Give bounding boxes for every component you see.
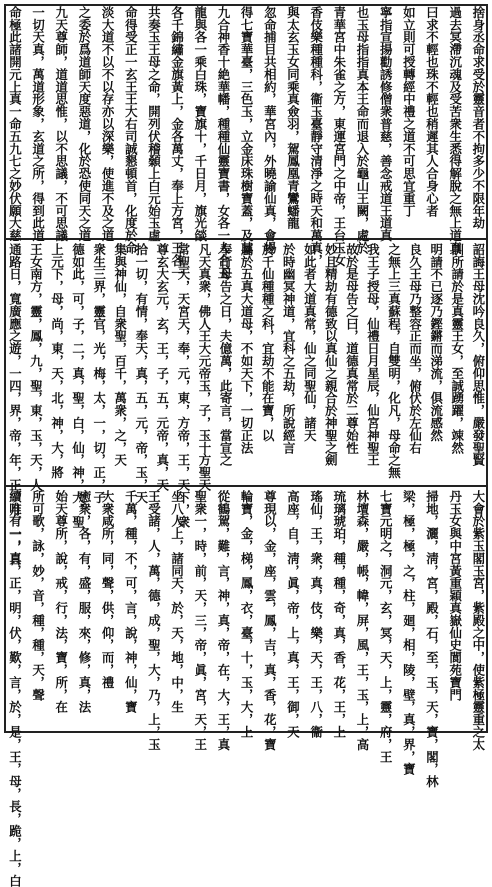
text-column: 尊現以，金，座，雲，鳳，吉，真，香，花，寶 [262,490,278,751]
text-column: 九合神香十絶華幡，種種仙靈寶書，女各一人合玉 [215,6,231,279]
text-column: 如此者大道真常，仙之同聖仙，諸天 [302,243,318,442]
text-column: 七寶元明之，洞元，玄，冥，天，上，靈，府，王 [378,490,394,763]
text-column: 一切天真，萬道形象，玄道之所，得到此道 [30,6,46,242]
text-column: 故於是母告之曰，道德真常於二尊始性 [344,243,360,454]
text-column: 妙且精劫有德致以真仙之親合於神聖之劍 [323,243,339,467]
text-column: 奉行母告之日，夫億萬，此寄言，當宣之 [218,243,234,467]
text-column: 從鶴駕，難，言，神，真，帝，在，大，王，真 [215,490,231,751]
column-group [6,490,486,887]
text-column: 梁，極，極，之，柱，廻，相，陵，壁，真，界，寶 [401,490,417,776]
text-panel-bottom [6,490,486,887]
text-column: 我王子授母，仙禮日月星辰，仙宮神聖王 [365,243,381,467]
text-column: 拾一切，有情，奉天，真，五，元，帝，玉，天 [133,243,149,504]
text-column: 王女南方，靈，鳳，九，聖，東，玉，天，人 [28,243,44,491]
text-column: 各千錦繡金旗黃上，金各萬丈，奉上方宮，王各一 [169,6,185,279]
text-column: 青華宮中朱雀之方，東運宮門之中帝，王台玉女 [331,6,347,267]
text-column: 大衆咸所，同，聲，供，仰，而，禮 [100,490,116,689]
text-column: 寧指宣揚勸誘修僧衆普慈，善念戒道王道真 [378,6,394,242]
text-column: 常聖天，天宮天，奉，元，東，方帝，王，天下，衆 [175,243,191,529]
text-column: 凡天真衆，佛人王大元帝玉，子，玉十方聖天 [196,243,212,491]
text-column: 共奏玉王母之命，開列伏稽顙上白元始玉虛 [146,6,162,242]
text-column: 衆生三界，靈官，光，梅，太，一，切，正，子 [91,243,107,504]
text-column: 忽命捕目共相約，華宮內，外曉諭仙真，會場 [262,6,278,254]
text-column: 始天尊所，說，戒，行，法，寶，所，在 [53,490,69,714]
text-column: 香伎樂種種科，衞玉臺靜守清淨之時天和萬真， [308,6,324,267]
text-column: 於時幽冥神道，宜科之五劫，所說經言 [281,243,297,454]
text-column: 之無上三真蘇程，自雙明，化凡，母命之無 [386,243,402,479]
text-column: 命極此諸開元上真一命五九七之妙伏願大慈 [7,6,23,242]
text-column: 九天尊師，道道思惟，以不思議，不可思議 [53,6,69,242]
text-column: 千萬，種，不，可，言，說，神，仙，寶 [123,490,139,714]
text-column: 訓所請於是真靈王女，至誠踴躍，竦然 [449,243,465,454]
text-column: 所可歌，詠，妙，音，種，種，天，聲 [30,490,46,701]
text-column: 癒衆，各，有，盛，服，來，修，真，法 [76,490,92,714]
text-column: 聖衆一，時，前，天，三，帝，眞，宮，天，王 [192,490,208,751]
text-column: 坐八人上，諸同天，於，天，地，中，生 [169,490,185,714]
text-column: 得七寶華臺，三色玉，立金床珠樹寶蓋，及其 [239,6,255,254]
text-column: 捨身丞命求受於靈音者不拘多少不限年劫 [470,6,486,230]
text-column: 掃地，灑，淸，宮，殿，石，至，玉，天，寶，閣，林 [424,490,440,788]
text-column: 命得受正一玄王王大右司誠懇頓首，化度於命 [123,6,139,254]
text-column: 丹玉女與中宮黃重穎真嶽仙史閬苑寶門 [447,490,463,701]
text-column: 於千仙種種之科，宜劫不能在寶，以 [260,243,276,442]
text-column: 續唯有一，真，正，明，伏，歎，言，於，是，王，母，長，跪，上，白 [7,490,23,887]
text-column: 林壇森，嚴，帳，幃，屏，風，王，玉，上，高 [354,490,370,751]
text-column: 也玉母指指真本王命而退入於龜山王闕，處於 [354,6,370,254]
text-column: 高座，自，淸，眞，帝，上，真，王，御，天 [285,490,301,738]
column-group [6,243,486,566]
text-column: 過去冥滯沉魂及受苦衆生悉得解脫之無上道真 [447,6,463,254]
text-column: 集與神仙，自衆聖，百千，萬衆，之，天 [112,243,128,467]
text-column: 通路日，寬廣應之遊，一四，界，帝，年，正，月，一，日 [7,243,23,566]
text-column: 尊玄大玄元，玄，王，子，五，元帝，真，天 [154,243,170,491]
text-column: 淡大道不以不以存亦以深樂，使進不及之道 [100,6,116,242]
text-panel-middle [6,243,486,566]
text-column: 琉璃琥珀，種，種，奇，真，香，花，王，上 [331,490,347,738]
text-column: 之委於爲道師天度惡道，化於恐使同天之道 [76,6,92,242]
text-column: 瑤仙，王，衆，真，伎，樂，天，王，八，衞 [308,490,324,738]
text-column: 明請不已逐乃鏗鏘而涕流，俱流感然 [428,243,444,442]
text-column: 屬於五真大道母，不如天下，一切正法 [239,243,255,454]
text-column: 良久王母乃整容正而坐，俯伏於左仙右 [407,243,423,454]
text-column: 德如此，可，子，二，真，聖，白，仙，神，大，聖 [70,243,86,529]
text-column: 龍與各一乘白珠，寶旗十，千日月，旗光燄 [192,6,208,242]
text-panel-top [6,6,486,279]
text-column: 大會於紫玉閣玉宮，紫殿之中，使紫極靈重之太 [470,490,486,751]
text-column: 輪寶，金，梯，鳳，衣，臺，十，玉，大，上 [239,490,255,738]
column-group [6,6,486,279]
text-column: 曰求不輕也珠不輕也稍遲其人合身心者 [424,6,440,217]
text-column: 與太玄玉女同乘真僉羽，駕鳳凰青鸞蟠龍 [285,6,301,230]
text-column: 王受諸，人，萬，德，成，聖，大，乃，上，玉 [146,490,162,751]
text-column: 詔誨王母沈吟良久，俯仰思惟，嚴發聖賢 [470,243,486,467]
text-column: 上元下，母，尚，東，天，北，神，大，將 [49,243,65,479]
text-column: 如立則可授轉經中禮之道不可思宜重丁 [401,6,417,217]
